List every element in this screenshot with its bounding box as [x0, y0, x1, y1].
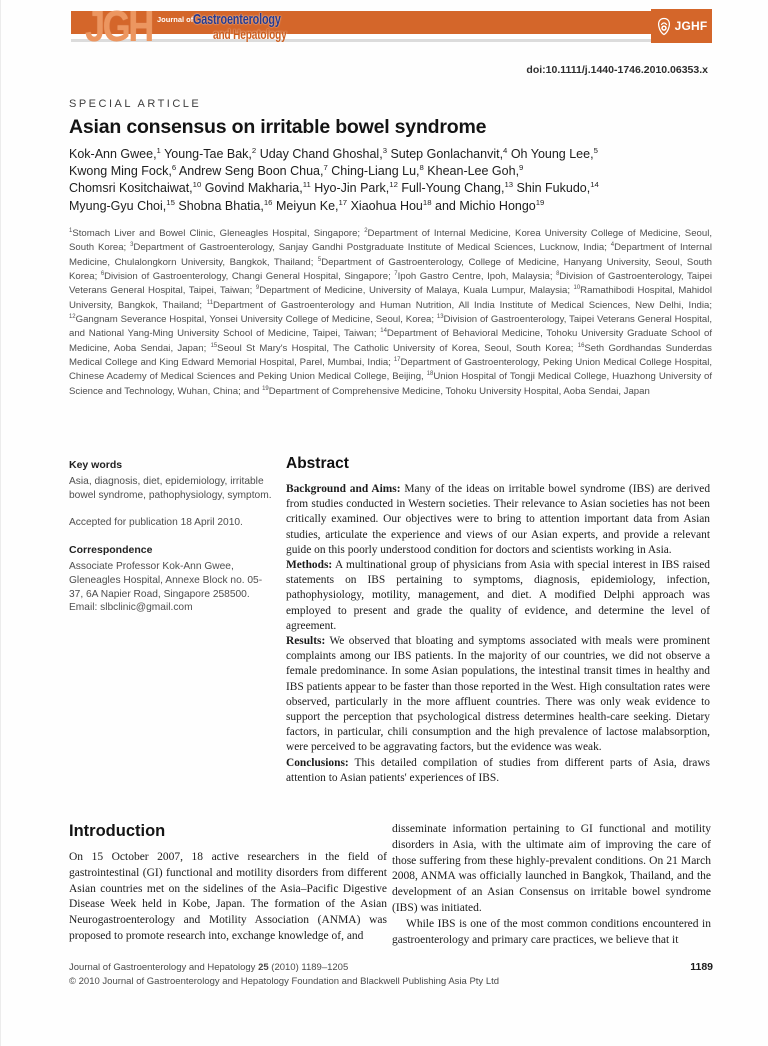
introduction-column-left: On 15 October 2007, 18 active researchers in the field of gastrointestinal (GI) functional and motility disorders from different Asian countries met on the sidelines of the Asia–Pacific Digestive Disease Week held in Kobe, Japan. The formation of the Asian Neurogastroenterology and Motility Association (ANMA) was proposed to promote research into, exchange knowledge of, and: [69, 851, 387, 942]
journal-name-line2: and Hepatology: [213, 26, 287, 42]
footer-citation: Journal of Gastroenterology and Hepatology 25 (2010) 1189–1205: [69, 962, 349, 973]
correspondence-heading: Correspondence: [69, 544, 153, 557]
journal-name-line1: Gastroenterology: [193, 11, 281, 28]
abstract-heading: Abstract: [286, 455, 349, 472]
introduction-column-right: disseminate information pertaining to GI functional and motility disorders in Asia, with the ultimate aim of improving the care of those suffering from these highly-prevalent conditions. On 21 March 2008, ANMA was officially launched in Bangkok, Thailand, and the development of an Asian Consensus on irritable bowel syndrome (IBS) was initiated. While IBS is one of the most common conditions encountered in gastroenterology and primary care practices, we believe that it: [392, 823, 711, 946]
journal-of-label: Journal of: [157, 15, 194, 24]
masthead-shadow-line: [71, 39, 652, 42]
page-number: 1189: [690, 961, 713, 973]
jghf-foundation-logo: [651, 9, 712, 43]
abstract-body: Background and Aims: Many of the ideas on irritable bowel syndrome (IBS) are derived from studies conducted in Western societies. Their relevance to Asian societies has not been critically examined. Our objectives were to bring to attention important data from Asian studies, articulate the experience and views of our Asian experts, and provide a relevant guide on this poorly understood condition for doctors and scientists working in Asia. Methods: A multinational group of physicians from Asia with special interest in IBS raised statements on IBS pertaining to symptoms, diagnosis, epidemiology, infection, pathophysiology, motility, management, and diet. A modified Delphi approach was employed to present and grade the quality of evidence, and determine the level of agreement. Results: We observed that bloating and symptoms associated with meals were prominent complaints among our IBS patients. In the majority of our countries, we did not observe a female predominance. In some Asian populations, the intestinal transit times in healthy and IBS patients appear to be faster than those reported in the West. High consultation rates were observed, particularly in the more affluent countries. There was only weak evidence to support the perception that psychological distress determines health-care seeking. Dietary factors, in particular, chili consumption and the high prevalence of lactose malabsorption, were perceived to be aggravating factors, but the evidence was weak. Conclusions: This detailed compilation of studies from different parts of Asia, draws attention to Asian patients' experiences of IBS.: [286, 483, 710, 784]
keywords-heading: Key words: [69, 459, 123, 471]
article-title: Asian consensus on irritable bowel syndrome: [69, 116, 487, 138]
accepted-date: Accepted for publication 18 April 2010.: [69, 517, 243, 529]
abstract-section: [286, 455, 710, 800]
article-info-sidebar: [69, 459, 275, 615]
doi: doi:10.1111/j.1440-1746.2010.06353.x: [526, 64, 708, 76]
keywords-text: Asia, diagnosis, diet, epidemiology, irritable bowel syndrome, pathophysiology, symptom.: [69, 475, 272, 501]
introduction-heading: Introduction: [69, 822, 166, 840]
jghf-label: JGHF: [674, 19, 708, 33]
article-type-kicker: SPECIAL ARTICLE: [69, 98, 202, 110]
page-footer: [69, 961, 713, 988]
footer-copyright: © 2010 Journal of Gastroenterology and Hepatology Foundation and Blackwell Publishing Asia Pty Ltd: [69, 975, 500, 987]
jgh-logo: JGH: [85, 2, 152, 51]
correspondence-text: Associate Professor Kok-Ann Gwee, Gleneagles Hospital, Annexe Block no. 05-37, 6A Napier Road, Singapore 258500. Email: slbclinic@gmail.com: [69, 560, 263, 614]
jghf-emblem-icon: [656, 17, 672, 36]
affiliations: $^1$Stomach Liver and Bowel Clinic, Gleneagles Hospital, Singapore; $^2$Department of Internal Medicine, Korea University College of Medicine, Seoul, South Korea; $^3$Department of Gastroenterology, Sanjay Gandhi Postgraduate Institute of Medical Sciences, Lucknow, India; $^4$Department of Internal Medicine, Chulalongkorn University, Bangkok, Thailand; $^5$Department of Gastroenterology, College of Medicine, Hanyang University, Seoul, South Korea; $^6$Division of Gastroenterology, Changi General Hospital, Singapore; $^7$Ipoh Gastro Centre, Ipoh, Malaysia; $^8$Division of Gastroenterology, Taipei Veterans General Hospital, Taipei, Taiwan; $^9$Department of Medicine, University of Malaya, Kuala Lumpur, Malaysia; $^{10}$Ramathibodi Hospital, Mahidol University, Bangkok, Thailand; $^{11}$Department of Gastroenterology and Human Nutrition, All India Institute of Medical Sciences, New Delhi, India; $^{12}$Gangnam Severance Hospital, Yonsei University College of Medicine, Seoul, Korea; $^{13}$Division of Gastroenterology, Taipei Veterans General Hospital, and National Yang-Ming University School of Medicine, Taipei, Taiwan; $^{14}$Department of Behavioral Medicine, Tohoku University Graduate School of Medicine, Aoba Sendai, Japan; $^{15}$Seoul St Mary's Hospital, The Catholic University of Korea, Seoul, South Korea; $^{16}$Seth Gordhandas Sunderdas Medical College and King Edward Memorial Hospital, Parel, Mumbai, India; $^{17}$Department of Gastroenterology, Peking Union Medical College Hospital, Chinese Academy of Medical Sciences and Peking Union Medical College, Beijing, $^{18}$Union Hospital of Tongji Medical College, Huazhong University of Science and Technology, Wuhan, China; and $^{19}$Department of Comprehensive Medicine, Tohoku University Hospital, Aoba Sendai, Japan: [69, 227, 713, 397]
author-list: Kok-Ann Gwee,$^1$ Young-Tae Bak,$^2$ Uday Chand Ghoshal,$^3$ Sutep Gonlachanvit,$^4$ Oh Young Lee,$^5$ Kwong Ming Fock,$^6$ Andrew Seng Boon Chua,$^7$ Ching-Liang Lu,$^8$ Khean-Lee Goh,$^9$ Chomsri Kositchaiwat,$^{10}$ Govind Makharia,$^{11}$ Hyo-Jin Park,$^{12}$ Full-Young Chang,$^{13}$ Shin Fukudo,$^{14}$ Myung-Gyu Choi,$^{15}$ Shobna Bhatia,$^{16}$ Meiyun Ke,$^{17}$ Xiaohua Hou$^{18}$ and Michio Hongo$^{19}$: [69, 145, 599, 213]
